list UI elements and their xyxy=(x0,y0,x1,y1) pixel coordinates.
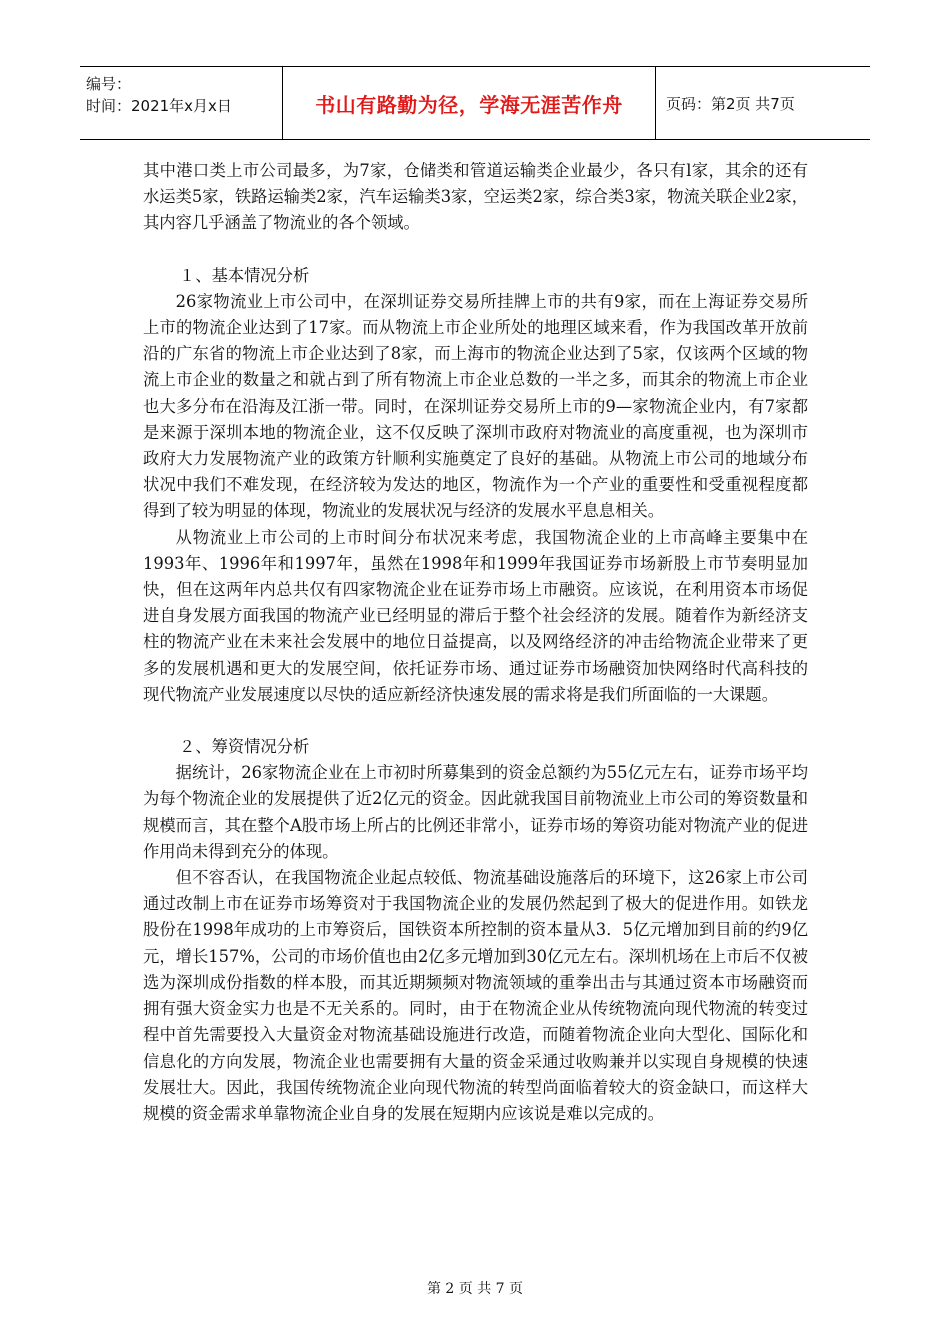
section-2-paragraph-2: 但不容否认，在我国物流企业起点较低、物流基础设施落后的环境下，这26家上市公司通过改制上市在证券市场筹资对于我国物流企业的发展仍然起到了极大的促进作用。如铁龙股份在1998年成功的上市筹资后，国铁资本所控制的资本量从3．5亿元增加到目前的约9亿元，增长157%，公司的市场价值也由2亿多元增加到30亿元左右。深圳机场在上市后不仅被选为深圳成份指数的样本股，而其近期频频对物流领域的重拳出击与其通过资本市场融资而拥有强大资金实力也是不无关系的。同时，由于在物流企业从传统物流向现代物流的转变过程中首先需要投入大量资金对物流基础设施进行改造，而随着物流企业向大型化、国际化和信息化的方向发展，物流企业也需要拥有大量的资金采通过收购兼并以实现自身规模的快速发展壮大。因此，我国传统物流企业向现代物流的转型尚面临着较大的资金缺口，而这样大规模的资金需求单靠物流企业自身的发展在短期内应该说是难以完成的。 xyxy=(143,868,808,1123)
header-meta xyxy=(80,67,282,139)
section-2-paragraph-1: 据统计，26家物流企业在上市初时所募集到的资金总额约为55亿元左右，证券市场平均为每个物流企业的发展提供了近2亿元的资金。因此就我国目前物流业上市公司的筹资数量和规模而言，其在整个A股市场上所占的比例还非常小，证券市场的筹资功能对物流产业的促进作用尚未得到充分的体现。 xyxy=(143,763,808,861)
page-footer: 第 2 页 共 7 页 xyxy=(426,1281,524,1297)
section-1-paragraph-1: 26家物流业上市公司中，在深圳证券交易所挂牌上市的共有9家，而在上海证券交易所上市的物流企业达到了17家。而从物流上市企业所处的地理区域来看，作为我国改革开放前沿的广东省的物流上市企业达到了8家，而上海市的物流企业达到了5家，仅该两个区域的物流上市企业的数量之和就占到了所有物流上市企业总数的一半之多，而其余的物流上市企业也大多分布在沿海及江浙一带。同时，在深圳证券交易所上市的9—家物流企业内，有7家都是来源于深圳本地的物流企业，这不仅反映了深圳市政府对物流业的高度重视，也为深圳市政府大力发展物流产业的政策方针顺利实施奠定了良好的基础。从物流上市公司的地域分布状况中我们不难发现，在经济较为发达的地区，物流作为一个产业的重要性和受重视程度都得到了较为明显的体现，物流业的发展状况与经济的发展水平息息相关。 xyxy=(143,291,808,521)
document-time-label: 时间：2021年x月x日 xyxy=(86,97,232,115)
document-number-label: 编号： xyxy=(86,75,132,93)
header-motto: 书山有路勤为径，学海无涯苦作舟 xyxy=(282,67,656,139)
section-2-heading: ２、筹资情况分析 xyxy=(179,737,310,757)
section-1-heading: １、基本情况分析 xyxy=(179,265,310,285)
page-header xyxy=(80,66,870,140)
header-page-info: 页码：第2页 共7页 xyxy=(666,94,795,113)
document-body xyxy=(143,158,808,1127)
section-1-paragraph-2: 从物流业上市公司的上市时间分布状况来考虑，我国物流企业的上市高峰主要集中在1993年、1996年和1997年，虽然在1998年和1999年我国证券市场新股上市节奏明显加快，但在这两年内总共仅有四家物流企业在证券市场上市融资。应该说，在利用资本市场促进自身发展方面我国的物流产业已经明显的滞后于整个社会经济的发展。随着作为新经济支柱的物流产业在未来社会发展中的地位日益提高，以及网络经济的冲击给物流企业带来了更多的发展机遇和更大的发展空间，依托证券市场、通过证券市场融资加快网络时代高科技的现代物流产业发展速度以尽快的适应新经济快速发展的需求将是我们所面临的一大课题。 xyxy=(143,527,808,704)
intro-paragraph: 其中港口类上市公司最多，为7家，仓储类和管道运输类企业最少，各只有l家，其余的还有水运类5家，铁路运输类2家，汽车运输类3家，空运类2家，综合类3家，物流关联企业2家，其内容几乎涵盖了物流业的各个领域。 xyxy=(143,161,808,233)
